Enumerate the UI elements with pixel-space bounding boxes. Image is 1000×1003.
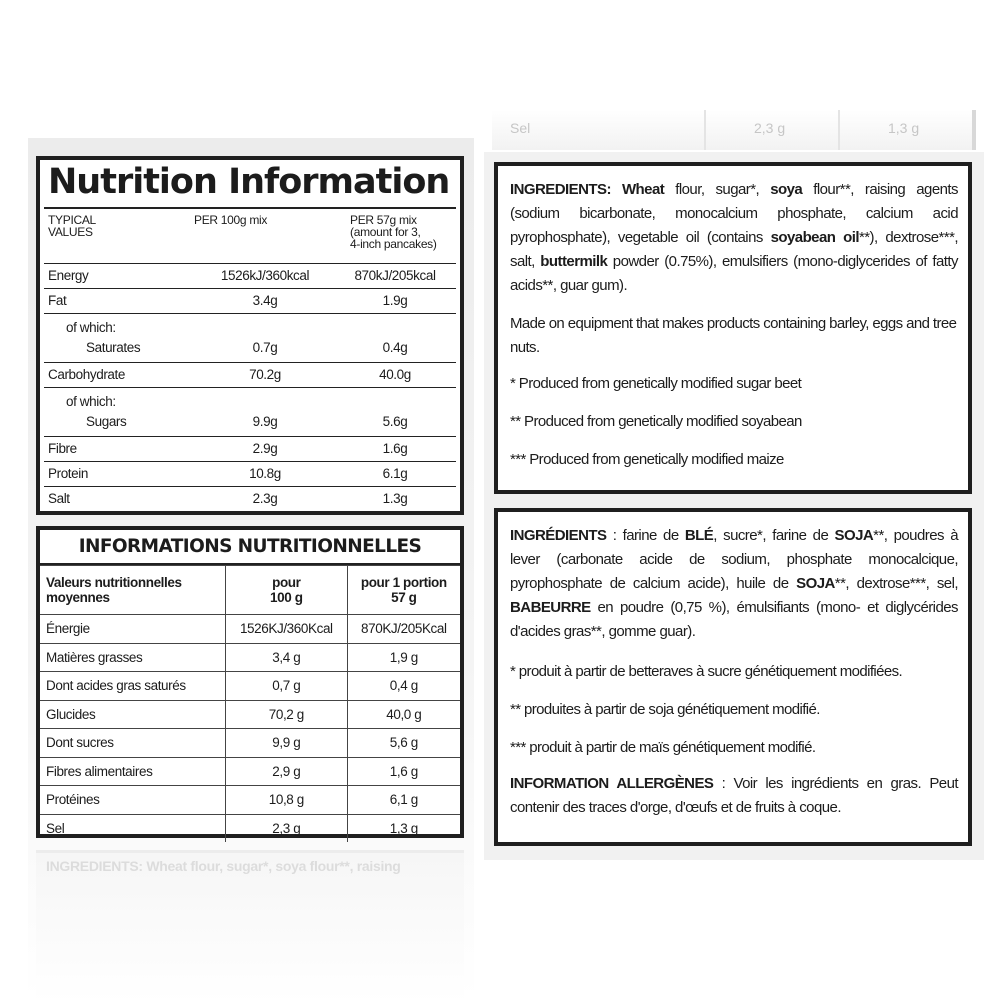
row-value-portion: 1.3g (382, 491, 408, 506)
table-row (44, 462, 456, 487)
row-value-portion: 1.6g (382, 441, 408, 456)
table-header-row (40, 566, 460, 615)
row-value-portion: 1,6 g (347, 757, 460, 786)
english-table-header (44, 207, 456, 264)
row-label: Énergie (40, 615, 226, 644)
row-value-portion: 40.0g (379, 367, 411, 382)
row-label: Dont acides gras saturés (40, 672, 226, 701)
english-nutrition-title: Nutrition Information (48, 162, 450, 202)
row-value-portion: 6.1g (382, 466, 408, 481)
french-nutrition-title: INFORMATIONS NUTRITIONNELLES (40, 530, 460, 565)
french-nutrition-panel (36, 526, 464, 838)
french-ingredients-panel (494, 508, 972, 846)
row-value-100g: 70,2 g (226, 700, 348, 729)
table-row (40, 757, 460, 786)
row-label: Matières grasses (40, 643, 226, 672)
note-betteraves: * produit à partir de betteraves à sucre génétiquement modifiées. (510, 663, 903, 680)
row-value-100g: 0,7 g (226, 672, 348, 701)
row-value-100g: 3,4 g (226, 643, 348, 672)
equipment-statement: Made on equipment that makes products containing barley, eggs and tree nuts. (510, 315, 957, 356)
row-value-100g: 2,9 g (226, 757, 348, 786)
header-per-57g: PER 57g mix (amount for 3, 4-inch pancakes) (350, 213, 437, 251)
table-row (44, 487, 456, 511)
row-value-100g: 1526KJ/360Kcal (226, 615, 348, 644)
row-label: Energy (48, 268, 89, 283)
table-row (40, 672, 460, 701)
footnote-maize: *** Produced from genetically modified maize (510, 451, 784, 468)
footnote-sugar-beet: * Produced from genetically modified sugar beet (510, 375, 802, 392)
row-value-100g: 1526kJ/360kcal (220, 268, 310, 283)
english-nutrition-table (44, 207, 456, 511)
faded-divider (838, 110, 840, 150)
header-col-100g: pour 100 g (226, 566, 348, 615)
row-label: Salt (48, 491, 70, 506)
faded-salt-label: Sel (510, 120, 531, 136)
row-value-portion: 5,6 g (347, 729, 460, 758)
english-nutrition-panel (36, 156, 464, 515)
header-col-label: Valeurs nutritionnelles moyennes (40, 566, 226, 615)
row-label: of which: (66, 394, 116, 409)
row-sub-label: Saturates (86, 340, 141, 355)
table-row (40, 643, 460, 672)
row-label: Protein (48, 466, 88, 481)
row-value-100g: 10.8g (249, 466, 281, 481)
row-value-100g: 9.9g (252, 414, 278, 429)
row-value-portion: 1,9 g (347, 643, 460, 672)
footnote-soyabean: ** Produced from genetically modified soyabean (510, 413, 802, 430)
header-per-100g: PER 100g mix (194, 213, 268, 227)
row-value-100g: 3.4g (252, 293, 278, 308)
row-value-100g: 0.7g (252, 340, 278, 355)
row-label: Sel (40, 814, 226, 842)
english-ingredients-panel (494, 162, 972, 494)
note-mais: *** produit à partir de maïs génétiquement modifié. (510, 739, 816, 756)
table-row (44, 363, 456, 388)
faded-salt-portion: 1,3 g (888, 120, 920, 136)
table-row (40, 700, 460, 729)
row-sub-label: Sugars (86, 414, 127, 429)
row-value-portion: 870KJ/205Kcal (347, 615, 460, 644)
row-value-portion: 0,4 g (347, 672, 460, 701)
allergen-information: INFORMATION ALLERGÈNES : Voir les ingrédients en gras. Peut contenir des traces d'orge, d'œufs et de fruits à coque. (510, 775, 958, 816)
row-value-portion: 1,3 g (347, 814, 460, 842)
row-value-100g: 10,8 g (226, 786, 348, 815)
faded-divider (704, 110, 706, 150)
english-ingredients-text: INGREDIENTS: Wheat flour, sugar*, soya flour**, raising agents (sodium bicarbonate, monocalcium phosphate, calcium acid pyrophosphate), vegetable oil (contains soyabean oil**), dextrose***, salt, buttermilk powder (0.75%), emulsifiers (mono-diglycerides of fatty acids**, guar gum). (510, 181, 958, 294)
french-ingredients-text: INGRÉDIENTS : farine de BLÉ, sucre*, farine de SOJA**, poudres à lever (carbonate acide de sodium, phosphate monocalcique, pyrophosphate de calcium acide), huile de SOJA**, dextrose***, sel, BABEURRE en poudre (0,75 %), émulsifiants (mono- et diglycérides d'acides gras**, gomme guar). (510, 527, 958, 640)
row-value-portion: 6,1 g (347, 786, 460, 815)
table-row (44, 314, 456, 363)
row-label: of which: (66, 320, 116, 335)
row-value-portion: 5.6g (382, 414, 408, 429)
row-label: Fat (48, 293, 67, 308)
table-row (44, 289, 456, 314)
table-row (40, 729, 460, 758)
row-value-portion: 40,0 g (347, 700, 460, 729)
table-row (40, 814, 460, 842)
row-label: Glucides (40, 700, 226, 729)
row-value-portion: 0.4g (382, 340, 408, 355)
table-row (40, 615, 460, 644)
row-label: Dont sucres (40, 729, 226, 758)
row-label: Carbohydrate (48, 367, 125, 382)
faded-salt-row (492, 110, 976, 150)
table-row (44, 437, 456, 462)
row-label: Protéines (40, 786, 226, 815)
header-col-portion: pour 1 portion 57 g (347, 566, 460, 615)
faded-ingredients-text: INGREDIENTS: Wheat flour, sugar*, soya flour**, raising (46, 858, 401, 874)
row-value-100g: 2.3g (252, 491, 278, 506)
row-value-100g: 2,3 g (226, 814, 348, 842)
table-row (40, 786, 460, 815)
faded-salt-100g: 2,3 g (754, 120, 786, 136)
table-row (44, 264, 456, 289)
row-value-100g: 9,9 g (226, 729, 348, 758)
header-typical-values: TYPICAL VALUES (48, 213, 96, 239)
table-row (44, 388, 456, 437)
row-value-portion: 1.9g (382, 293, 408, 308)
row-label: Fibre (48, 441, 77, 456)
french-nutrition-table (40, 565, 460, 842)
row-label: Fibres alimentaires (40, 757, 226, 786)
note-soja: ** produites à partir de soja génétiquement modifié. (510, 701, 820, 718)
row-value-100g: 70.2g (249, 367, 281, 382)
row-value-portion: 870kJ/205kcal (354, 268, 436, 283)
row-value-100g: 2.9g (252, 441, 278, 456)
